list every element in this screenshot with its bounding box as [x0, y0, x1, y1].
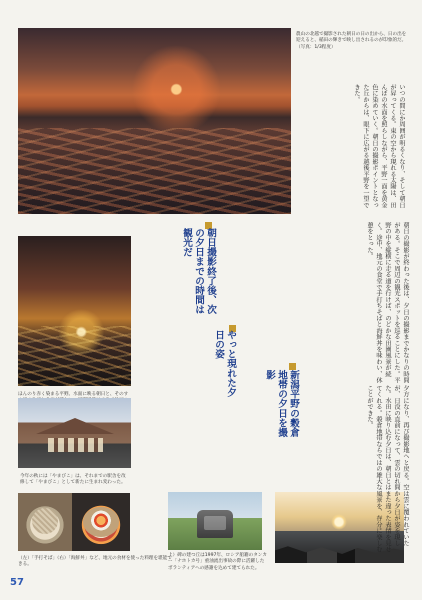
food-caption: （左）「手打そば」（右）「海鮮丼」など、地元の食材を使った料理を堪能できる。 [18, 556, 172, 568]
page-number: 57 [10, 577, 24, 588]
section-heading-1: 朝日撮影終了後、次の夕日までの時間は観光だ [181, 228, 216, 315]
rice-fields-reflection [18, 128, 291, 214]
section-heading-2: やっと現れた夕日の姿 [213, 330, 236, 398]
station-caption: 今年の秋には「やまびこ」は、それまでの駅舎を改修して「やまびこ」として新たに生まれ変わった。 [20, 474, 126, 486]
station-photo [18, 398, 131, 468]
seafood-bowl-photo [72, 493, 130, 551]
section-marker-3 [289, 363, 296, 370]
bottom-text-block: 夕方になり、再び撮影地へと戻る。空は雲に覆われていたが、日没の直前になって、雲の切れ間から夕日が姿を現した。水田に映り込む夕日は、朝日とはまた違った表情を見せてくれる。穀倉地帯ならではの雄大な風景を、存分に楽しむことができた。 [366, 385, 409, 553]
top-right-caption: 農山の北越で撮影された朝日の日の出から、日の出を迎えると、稲田の輝きで映し出されるのが印象的だ。（写真：1/3程度） [296, 32, 407, 50]
monument-caption: 上）碑の建つ丘は1997年、ロシア船籍のタンカー「ナホトカ号」重油流出事故の際に活躍したボランティアへの感謝を込めて建てられた。 [168, 553, 267, 571]
soba-photo [18, 493, 72, 551]
station-windows [48, 438, 103, 452]
station-roof [36, 418, 114, 434]
sunset-rice-field-photo [18, 28, 291, 214]
soba-noodles [32, 508, 58, 534]
seafood-bowl [83, 507, 119, 537]
middle-text-block: 朝日の撮影が終わった後は、夕日の撮影までかなりの時間がある。そこで周辺の観光スポットを巡ることにした。平野の中を縦横に走る道を行けば、のどかな田園風景が続く。途中、地元の食堂で手打ちそばと海鮮丼を味わい、休憩をとった。 [366, 222, 409, 384]
left-sunset-caption: ほんのり赤く染まる平野。水面に映る朝日と、そのす [18, 392, 129, 397]
section-heading-3: 新潟平野の穀倉地帯の夕日を撮影 [264, 370, 299, 438]
intro-text-block: いつの間にか周囲が明るくなり、そして朝日が昇ってくる。東の空から現れる太陽は、田んぼの水面を照らしながら、平野一面を黄金色に染めていく。朝日の撮影ポイントとなった丘からは、眼下に広がる越後平野を一望できた。 [353, 84, 405, 208]
